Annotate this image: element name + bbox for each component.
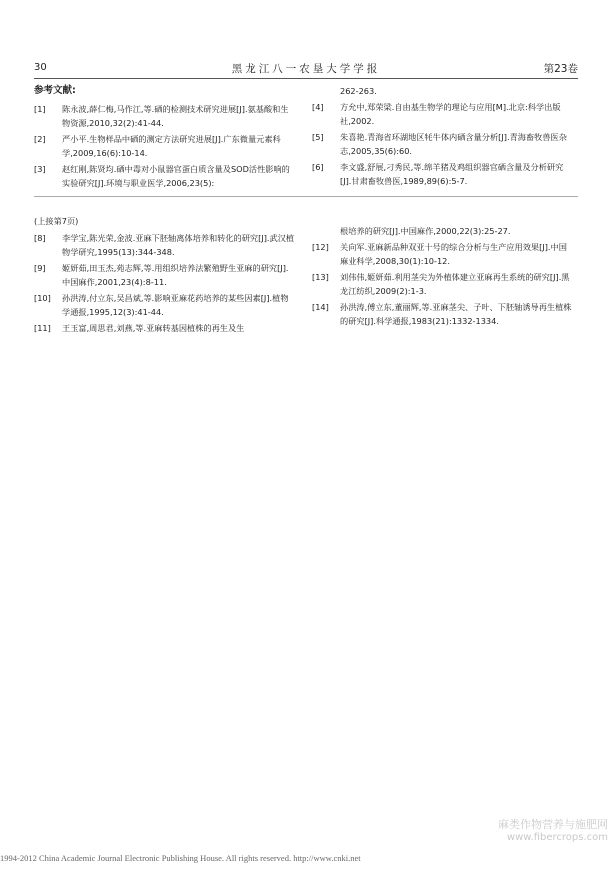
reference-item xyxy=(34,102,296,131)
section-divider xyxy=(34,196,578,197)
reference-item xyxy=(312,300,574,329)
reference-text: 关向军.亚麻新品种双亚十号的综合分析与生产应用效果[J].中国麻业科学,2008,30(1):10-12. xyxy=(340,241,567,266)
reference-number: [8] xyxy=(34,232,46,243)
reference-list xyxy=(312,84,574,189)
reference-item xyxy=(312,84,574,99)
reference-item xyxy=(34,291,296,320)
reference-text: 262-263. xyxy=(340,86,377,96)
reference-number: [10] xyxy=(34,292,51,303)
reference-text: 孙洪涛,傅立东,董丽辉,等.亚麻茎尖、子叶、下胚轴诱导再生植株的研究[J].科学通报,1983(21):1332-1334. xyxy=(340,301,572,326)
reference-item xyxy=(34,261,296,290)
reference-number: [12] xyxy=(312,241,329,252)
continued-note: (上接第7页) xyxy=(34,216,79,226)
reference-number: [13] xyxy=(312,271,329,282)
reference-item xyxy=(34,132,296,161)
reference-number xyxy=(312,224,340,239)
reference-number: [3] xyxy=(34,163,46,174)
journal-title: 黑龙江八一农垦大学学报 xyxy=(231,63,381,75)
reference-text: 李文盛,舒展,刁秀民,等.绵羊猪及鸡组织器官硒含量及分析研究[J].甘肃畜牧兽医,1989,89(6):5-7. xyxy=(340,161,564,186)
reference-number: [14] xyxy=(312,301,329,312)
reference-number: [6] xyxy=(312,161,324,172)
watermark-name: 麻类作物营养与施肥网 xyxy=(498,818,608,831)
top-left-column xyxy=(34,84,296,192)
top-right-column xyxy=(312,84,574,190)
reference-item xyxy=(312,240,574,269)
reference-item xyxy=(34,321,296,336)
reference-list xyxy=(34,102,296,191)
page-header xyxy=(34,60,578,79)
reference-text: 姬妍茹,田玉杰,苑志辉,等.用组织培养法繁殖野生亚麻的研究[J].中国麻作,2001,23(4):8-11. xyxy=(62,262,289,287)
reference-text: 李学宝,陈光荣,金波.亚麻下胚轴离体培养和转化的研究[J].武汉植物学研究,1995(13):344-348. xyxy=(62,232,295,257)
watermark-url: www.fibercrops.com xyxy=(506,832,608,843)
references-title: 参考文献: xyxy=(34,85,76,96)
reference-text: 严小平.生物样品中硒的测定方法研究进展[J].广东微量元素科学,2009,16(6):10-14. xyxy=(62,133,281,158)
reference-item xyxy=(312,100,574,129)
site-watermark xyxy=(478,818,608,844)
reference-number: [5] xyxy=(312,131,324,142)
copyright-footer: 1994-2012 China Academic Journal Electronic Publishing House. All rights reserved. http://www.cnki.net xyxy=(0,853,361,863)
volume-label: 第23卷 xyxy=(543,63,578,75)
reference-text: 朱喜艳.青海省环湖地区牦牛体内硒含量分析[J].青海畜牧兽医杂志,2005,35(6):60. xyxy=(340,131,567,156)
reference-number: [9] xyxy=(34,262,46,273)
bottom-left-column xyxy=(34,214,296,336)
bottom-right-column xyxy=(312,224,574,330)
reference-text: 方允中,郑荣梁.自由基生物学的理论与应用[M].北京:科学出版社,2002. xyxy=(340,101,561,126)
reference-item xyxy=(312,270,574,299)
reference-number: [11] xyxy=(34,322,51,333)
reference-item xyxy=(34,231,296,260)
reference-text: 王玉富,周思君,刘燕,等.亚麻转基因植株的再生及生 xyxy=(62,322,245,333)
reference-item xyxy=(312,130,574,159)
reference-text: 赵红刚,陈贤均.硒中毒对小鼠器官蛋白质含量及SOD活性影响的实验研究[J].环境与职业医学,2006,23(5): xyxy=(62,163,290,188)
page-number: 30 xyxy=(34,62,47,73)
reference-text: 陈永波,薛仁梅,马作江,等.硒的检测技术研究进展[J].氨基酸和生物资源,2010,32(2):41-44. xyxy=(62,103,289,128)
reference-list xyxy=(34,231,296,336)
reference-number: [1] xyxy=(34,103,46,114)
reference-text: 根培养的研究[J].中国麻作,2000,22(3):25-27. xyxy=(340,226,511,236)
reference-text: 孙洪涛,付立东,吴昌斌,等.影响亚麻花药培养的某些因素[J].植物学通报,1995,12(3):41-44. xyxy=(62,292,289,317)
reference-item xyxy=(34,162,296,191)
reference-number: [4] xyxy=(312,101,324,112)
reference-item xyxy=(312,160,574,189)
reference-text: 刘伟伟,姬妍茹.利用茎尖为外植体建立亚麻再生系统的研究[J].黑龙江纺织,2009(2):1-3. xyxy=(340,271,570,296)
reference-number xyxy=(312,84,340,99)
reference-number: [2] xyxy=(34,133,46,144)
reference-list xyxy=(312,224,574,329)
reference-item xyxy=(312,224,574,239)
